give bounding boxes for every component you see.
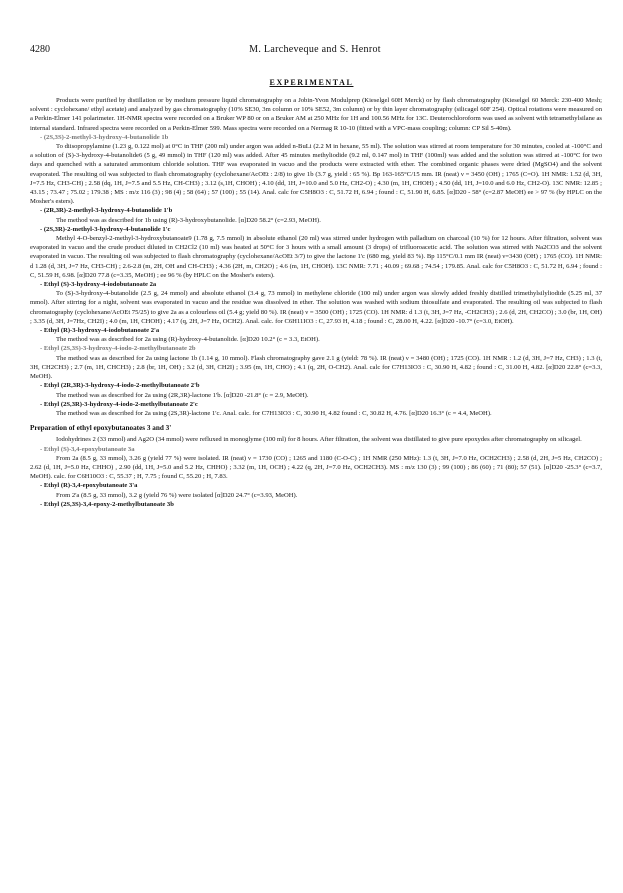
author-line: M. Larcheveque and S. Henrot [249, 44, 381, 55]
paragraph: To diisopropylamine (1.23 g, 0.122 mol) at 0°C in THF (200 ml) under argon was added n-BuLi (2.2 M in hexane, 55 ml). The solution was stirred at room temperature for 30 minutes, cooled at -100°C and a solution of (S)-3-hydroxy-4-butanolide6 (5 g, 49 mmol) in THF (120 ml) was added. After 45 minutes methyliodide (9.2 ml, 0.147 mol) in THF (100ml) was added and the solution was stirred at -100°C for two days and quenched with a saturated ammonium chloride solution. THF was evaporated in vacuo and the products were extracted with ether. The combined organic phases were dried (MgSO4) and the solvent evaporated. The resulting oil was subjected to flash chromatography (cyclohexane/AcOEt : 2/8) to give 1b (3.7 g, yield : 65 %). Bp 163-165°C/15 mm. IR (neat) ν = 3450 (OH) ; 1765 (C=O). 1H NMR: 1.52 (d, 3H, J=7.5 Hz, CH3-CH) ; 2.58 (dq, 1H, J=7.5 and 5.5 Hz, CH-CH3) ; 3.12 (s,1H, CHOH) ; 4.10 (dd, 1H, J=10.0 and 5.0 Hz, CH2-O) ; 4.30 (m, 1H, CHOH) ; 4.50 (dd, 1H, J=10.0 and 6.0 Hz, CH2-O). 13C NMR: 12.85 ; 43.15 ; 73.47 ; 75.02 ; 179.38 ; MS : m/z 116 (3) ; 98 (4) ; 58 (64) ; 57 (100) ; 55 (14). Anal. calc for C5H8O3 : C, 51.72 H, 6.94 ; found : C, 51.90 H, 6.85. [α]D20 - 58° (c=2.87 MeOH) ee > 97 % (by HPLC on the Mosher's esters). [30, 143, 602, 206]
paragraph: From 2'a (8.5 g, 33 mmol), 3.2 g (yield 76 %) were isolated [α]D20 24.7° (c=3.93, MeOH). [56, 491, 298, 499]
compound-heading: - Ethyl (2S,3S)-3,4-epoxy-2-methylbutanoate 3b [40, 500, 174, 508]
paragraph: Methyl 4-O-benzyl-2-methyl-3-hydroxybutanoate9 (1.78 g, 7.5 mmol) in absolute ethanol (20 ml) was stirred under hydrogen with palladium on charcoal (10 %) for 12 hours. After filtration, solvent was evaporated in vacuo and the crude product diluted in CH2Cl2 (10 ml) was heated at 50°C for 3 hours with a small amount (3 drops) of trifluoroacetic acid. The solution was stirred with Na2CO3 and the solvent evaporated in vacuo. The resulting oil was subjected to flash chromatography (cyclohexane/AcOEt 3/7) to give the lactone 1'c (680 mg, yield 83 %). Bp 115°C/0.1 mm IR (neat) ν=3430 (OH) ; 1765 (CO). 1H NMR: d 1.28 (d, 3H, J=7 Hz, CH3-CH) ; 2.6-2.8 (m, 2H, OH and CH-CH3) ; 4.36 (2H, m, CH2O) ; 4.6 (m, 1H, CHOH). 13C NMR: 7.71 ; 40.09 ; 69.68 ; 74.54 ; 179.85. Anal. calc for C5H8O3 : C, 51.72 H, 6.94 ; found : C, 51.59 H, 6.98. [α]D20 77.8 (c=3.35, MeOH) ; ee 96 % (by HPLC on the Mosher's esters). [30, 235, 602, 279]
compound-heading: - Ethyl (R)-3-hydroxy-4-iodobutanoate 2'a [40, 327, 160, 335]
running-header [30, 44, 600, 58]
paragraph: The method was as described for 2a using (R)-hydroxy-4-butanolide. [α]D20 10.2° (c = 3.3, EtOH). [56, 336, 320, 344]
compound-heading: - (2R,3R)-2-methyl-3-hydroxy-4-butanolide 1'b [40, 207, 173, 215]
subsection-heading: Preparation of ethyl epoxybutanoates 3 and 3' [30, 424, 172, 433]
compound-heading: - Ethyl (2S,3S)-3-hydroxy-4-iodo-2-methylbutanoate 2b [40, 345, 196, 353]
paragraph: To (S)-3-hydroxy-4-butanolide (2.5 g, 24 mmol) and absolute ethanol (3.4 g, 73 mmol) in methylene chloride (100 ml) under argon was slowly added freshly distilled trimethylsilyliodide (5.25 ml, 37 mmol). After stirring for a night, solvent was evaporated in vacuo and the residue was dissolved in ether. The solution was washed with sodium thiosulfate and evaporated. The resulting oil was subjected to flash chromatography (cyclohexane/AcOEt 75/25) to give 2a as a colourless oil (5.4 g; yield 80 %). IR (neat) ν = 3500 (OH) ; 1725 (CO). 1H NMR: d 1.3 (t, 3H, J=7 Hz, -CH2CH3) ; 2.6 (d, 2H, CH2CO) ; 3.0 (br, 1H, OH) ; 3.35 (d, 3H, J=7Hz, CH2I) ; 4.0 (m, 1H, CHOH) ; 4.17 (q, 2H, J=7 Hz, OCH2). Anal. calc. for C6H11IO3 : C, 27.93 H, 4.18 ; found : C, 28.00 H, 4.22. [α]D20 -10.7° (c=3.0, EtOH). [30, 290, 602, 325]
compound-heading: - Ethyl (R)-3,4-epoxybutanoate 3'a [40, 482, 138, 490]
paragraph: Products were purified by distillation or by medium pressure liquid chromatography on a Jobin-Yvon Modulprep (Kieselgel 60H Merck) or by flash chromatography (Kieselgel 60 Merck: 230-400 Mesh; solvent : cyclohexane/ ethyl acetate) and analyzed by gas chromatography (10% SE30, 3m column or 10% SE52, 3m column) or by thin layer chromatography (silicagel 60F 254). Optical rotations were measured on a Perkin-Elmer 141 polarimeter. 1H-NMR spectra were recorded on a Bruker WP 80 or on a Bruker AM at 250 MHz for 1H and 100.56 MHz for 13C. Deuterochloroform was used as solvent with tetramethylsilane as internal standard. Infrared spectra were recorded on a Perkin-Elmer 599. Mass spectra were recorded on a Nermag R 10-10 (fitted with a VPC-mass coupling; column: CP Sil 5-40m). [30, 97, 602, 132]
compound-heading: - Ethyl (S)-3,4-epoxybutanoate 3a [40, 445, 135, 453]
section-title: EXPERIMENTAL [269, 78, 354, 87]
compound-heading: - (2S,3R)-2-methyl-3-hydroxy-4-butanolide 1'c [40, 225, 171, 233]
article-body [30, 96, 602, 509]
paragraph: From 2a (8.5 g, 33 mmol), 3.26 g (yield 77 %) were isolated. IR (neat) ν = 1730 (CO) ; 1265 and 1180 (C-O-C) ; 1H NMR (250 MHz): 1.3 (t, 3H, J=7.0 Hz, OCH2CH3) ; 2.58 (d, 2H, J=5 Hz, CH2CO) ; 2.62 (d, 1H, J=5.0 Hz, CHHO) , 2.90 (dd, 1H, J=5.0 and 5.2 Hz, CHHO) ; 3.32 (m, 1H, OCH) ; 4.22 (q, 2H, J=7.0 Hz, OCH2CH3). MS : m/z 130 (3) ; 99 (100) ; 86 (60) ; 71 (80); 57 (51). [α]D20 -25.3° (c=3.7, MeOH). calc. for C6H10O3 : C, 55.37 ; H, 7.75 ; found C, 55.20 ; H, 7.83. [30, 454, 602, 481]
compound-heading: - (2S,3S)-2-methyl-3-hydroxy-4-butanolide 1b [40, 133, 169, 141]
page-number: 4280 [30, 44, 50, 55]
paragraph: The method was as described for 2a using (2R,3R)-lactone 1'b. [α]D20 -21.8° (c = 2.9, MeOH). [56, 391, 309, 399]
paragraph: The method was as described for 1b using (R)-3-hydroxybutanolide. [α]D20 58.2° (c=2.93, MeOH). [56, 216, 321, 224]
compound-heading: - Ethyl (2S,3R)-3-hydroxy-4-iodo-2-methylbutanoate 2'c [40, 400, 198, 408]
paragraph: Iodohydrines 2 (33 mmol) and Ag2O (34 mmol) were refluxed in monoglyme (100 ml) for 8 hours. After filtration, the solvent was distillated to give pure epoxydes after chromatography on silicagel. [56, 436, 582, 444]
paragraph: The method was as described for 2a using (2S,3R)-lactone 1'c. Anal. calc. for C7H13IO3 : C, 30.90 H, 4.82 found : C, 30.82 H, 4.76. [α]D20 16.3° (c = 4.4, MeOH). [56, 409, 492, 417]
compound-heading: - Ethyl (S)-3-hydroxy-4-iodobutanoate 2a [40, 281, 157, 289]
compound-heading: - Ethyl (2R,3R)-3-hydroxy-4-iodo-2-methylbutanoate 2'b [40, 382, 200, 390]
paragraph: The method was as described for 2a using lactone 1b (1.14 g, 10 mmol). Flash chromatography gave 2.1 g (yield: 78 %). IR (neat) ν = 3480 (OH) ; 1725 (CO). 1H NMR : 1.2 (d, 3H, J=7 Hz, CH3) ; 1.3 (t, 3H, CH2CH3) ; 2.7 (m, 1H, CHCH3) ; 2.8 (br, 1H, OH) ; 3.2 (d, 3H, CH2I) ; 3.95 (m, 1H, CHO) ; 4.1 (q, 2H, O-CH2). Anal. calc for C7H13IO3 : C, 30.90 H, 4.82 ; found : C, 31.00 H, 4.82. [α]D20 22.8° (c=3.3, MeOH). [30, 354, 602, 381]
